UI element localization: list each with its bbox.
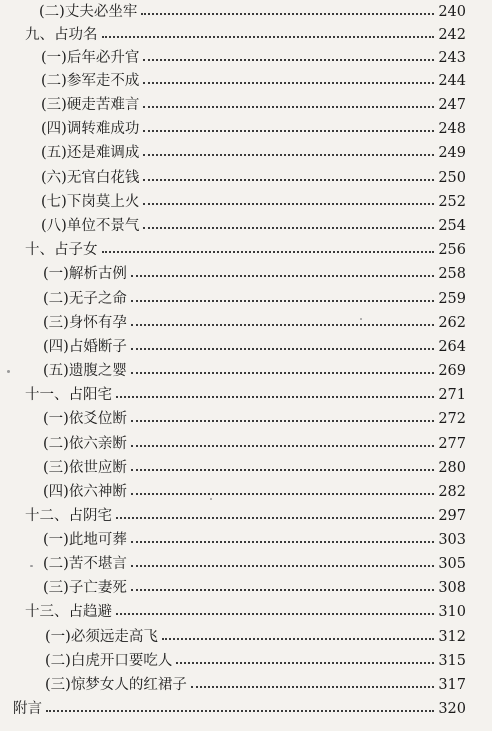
toc-entry-label: (二)依六亲断 <box>43 436 127 452</box>
toc-entry-label: (八)单位不景气 <box>41 218 140 234</box>
toc-entry-label: 九、占功名 <box>25 27 98 43</box>
leader-dots <box>143 106 434 108</box>
toc-entry-label: 十一、占阳宅 <box>25 387 112 403</box>
toc-entry-page: 310 <box>438 604 466 620</box>
leader-dots <box>143 59 434 61</box>
toc-entry[interactable] <box>0 528 492 552</box>
toc-entry-page: 243 <box>438 50 466 66</box>
toc-entry-page: 242 <box>438 27 466 43</box>
toc-entry-page: 258 <box>438 266 466 282</box>
toc-entry-label: (三)硬走苦难言 <box>41 97 140 113</box>
toc-entry[interactable] <box>0 46 492 70</box>
toc-entry-page: 320 <box>438 701 466 717</box>
toc-entry[interactable] <box>0 117 492 141</box>
leader-dots <box>131 324 434 326</box>
scan-speck <box>360 318 362 320</box>
toc-entry-label: (四)调转难成功 <box>41 121 140 137</box>
toc-entry-page: 244 <box>438 73 466 89</box>
toc-entry-page: 249 <box>438 145 466 161</box>
toc-entry[interactable] <box>0 69 492 93</box>
leader-dots <box>46 710 434 712</box>
leader-dots <box>143 203 434 205</box>
toc-entry-label: (二)苦不堪言 <box>43 556 127 572</box>
toc-entry[interactable] <box>0 335 492 359</box>
toc-entry[interactable] <box>0 480 492 504</box>
toc-entry[interactable] <box>0 23 492 47</box>
toc-entry[interactable] <box>0 141 492 165</box>
leader-dots <box>131 372 434 374</box>
toc-entry-page: 282 <box>438 484 466 500</box>
toc-entry-page: 308 <box>438 580 466 596</box>
leader-dots <box>116 517 434 519</box>
toc-entry[interactable] <box>0 214 492 238</box>
toc-entry-page: 256 <box>438 242 466 258</box>
leader-dots <box>131 445 434 447</box>
leader-dots <box>191 686 434 688</box>
toc-entry-label: (一)此地可葬 <box>43 532 127 548</box>
toc-entry-label: (一)依爻位断 <box>43 411 127 427</box>
scan-speck <box>7 370 10 373</box>
toc-entry[interactable] <box>0 311 492 335</box>
toc-entry-label: 十二、占阴宅 <box>25 508 112 524</box>
leader-dots <box>102 251 435 253</box>
toc-entry-page: 297 <box>438 508 466 524</box>
toc-entry[interactable] <box>0 456 492 480</box>
toc-entry-page: 271 <box>438 387 466 403</box>
toc-entry-label: (七)下岗莫上火 <box>41 194 140 210</box>
toc-entry-page: 252 <box>438 194 466 210</box>
toc-entry[interactable] <box>0 697 492 721</box>
toc-entry-label: (一)解析古例 <box>43 266 127 282</box>
toc-entry-label: (六)无官白花钱 <box>41 170 140 186</box>
leader-dots <box>143 179 434 181</box>
toc-entry-label: 附言 <box>13 701 42 717</box>
leader-dots <box>131 469 434 471</box>
toc-entry-label: (四)依六神断 <box>43 484 127 500</box>
leader-dots <box>116 613 434 615</box>
toc-entry-label: (二)无子之命 <box>43 291 127 307</box>
toc-entry[interactable] <box>0 166 492 190</box>
toc-entry-label: (二)参军走不成 <box>41 73 140 89</box>
toc-entry[interactable] <box>0 552 492 576</box>
leader-dots <box>176 662 434 664</box>
toc-entry-page: 317 <box>438 677 466 693</box>
leader-dots <box>131 493 434 495</box>
toc-entry[interactable] <box>0 190 492 214</box>
toc-entry[interactable] <box>0 432 492 456</box>
scan-speck <box>210 498 212 500</box>
toc-entry-label: (三)子亡妻死 <box>43 580 127 596</box>
leader-dots <box>116 396 434 398</box>
leader-dots <box>141 13 434 15</box>
toc-entry-page: 305 <box>438 556 466 572</box>
toc-entry[interactable] <box>0 359 492 383</box>
toc-entry-label: 十三、占趋避 <box>25 604 112 620</box>
toc-entry-page: 272 <box>438 411 466 427</box>
toc-entry[interactable] <box>0 262 492 286</box>
toc-entry-label: (五)遗腹之婴 <box>43 363 127 379</box>
toc-entry-label: (二)丈夫必坐牢 <box>39 4 138 20</box>
toc-entry-label: (三)身怀有孕 <box>43 315 127 331</box>
toc-entry-label: (一)必须远走高飞 <box>45 629 158 645</box>
toc-entry[interactable] <box>0 504 492 528</box>
toc-entry-label: (三)依世应断 <box>43 460 127 476</box>
toc-entry-page: 264 <box>438 339 466 355</box>
leader-dots <box>162 638 434 640</box>
toc-entry-page: 303 <box>438 532 466 548</box>
toc-entry[interactable] <box>0 0 492 24</box>
toc-entry-page: 269 <box>438 363 466 379</box>
toc-entry-page: 250 <box>438 170 466 186</box>
toc-entry-page: 259 <box>438 291 466 307</box>
toc-entry-label: (五)还是难调成 <box>41 145 140 161</box>
leader-dots <box>143 130 434 132</box>
toc-entry-page: 248 <box>438 121 466 137</box>
leader-dots <box>131 420 434 422</box>
toc-entry[interactable] <box>0 238 492 262</box>
toc-entry-page: 247 <box>438 97 466 113</box>
toc-entry[interactable] <box>0 649 492 673</box>
toc-entry-page: 277 <box>438 436 466 452</box>
toc-entry-page: 240 <box>438 4 466 20</box>
toc-entry[interactable] <box>0 407 492 431</box>
toc-entry[interactable] <box>0 600 492 624</box>
toc-entry-label: (一)后年必升官 <box>41 50 140 66</box>
toc-entry[interactable] <box>0 576 492 600</box>
leader-dots <box>131 589 434 591</box>
leader-dots <box>131 565 434 567</box>
toc-entry-page: 262 <box>438 315 466 331</box>
toc-entry[interactable] <box>0 625 492 649</box>
toc-entry[interactable] <box>0 673 492 697</box>
toc-entry-label: (四)占婚断子 <box>43 339 127 355</box>
scan-speck <box>30 565 33 567</box>
leader-dots <box>131 300 434 302</box>
leader-dots <box>143 82 434 84</box>
toc-entry[interactable] <box>0 93 492 117</box>
toc-entry-page: 312 <box>438 629 466 645</box>
toc-entry-page: 254 <box>438 218 466 234</box>
toc-entry-label: (二)白虎开口要吃人 <box>45 653 173 669</box>
toc-entry-page: 280 <box>438 460 466 476</box>
toc-entry[interactable] <box>0 287 492 311</box>
leader-dots <box>143 154 434 156</box>
leader-dots <box>143 227 434 229</box>
leader-dots <box>131 348 434 350</box>
leader-dots <box>131 541 434 543</box>
toc-entry-label: (三)惊梦女人的红裙子 <box>45 677 187 693</box>
leader-dots <box>131 275 434 277</box>
toc-entry[interactable] <box>0 383 492 407</box>
leader-dots <box>102 36 435 38</box>
toc-entry-page: 315 <box>438 653 466 669</box>
toc-entry-label: 十、占子女 <box>25 242 98 258</box>
